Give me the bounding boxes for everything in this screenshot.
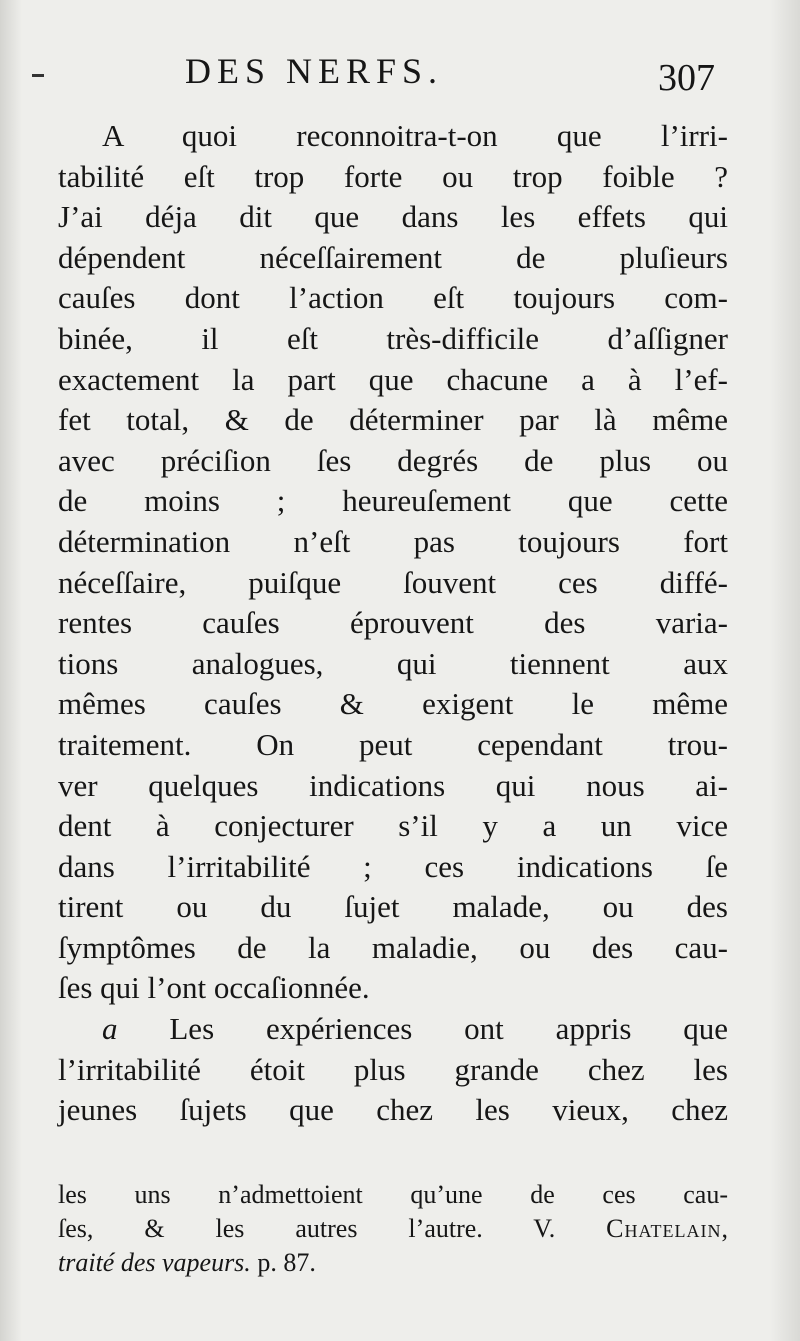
text-line: détermination n’eſt pas toujours fort: [58, 523, 728, 559]
body-text: [58, 116, 728, 1131]
footnote-line: les uns n’admettoient qu’une de ces cau-: [58, 1180, 728, 1209]
text-line: tirent ou du ſujet malade, ou des: [58, 889, 728, 925]
author-name: Chatelain: [606, 1214, 722, 1243]
text-line: ſes qui l’ont occaſionnée.: [58, 970, 370, 1006]
running-head: DES NERFS.: [185, 51, 444, 91]
text-line: dépendent néceſſairement de pluſieurs: [58, 239, 728, 275]
text-line: fet total, & de déterminer par là même: [58, 402, 728, 438]
text-line: J’ai déja dit que dans les effets qui: [58, 199, 728, 235]
cited-page: p. 87.: [257, 1248, 316, 1277]
text-line: A quoi reconnoitra-t-on que l’irri-: [102, 118, 728, 153]
text-line: néceſſaire, puiſque ſouvent ces diffé-: [58, 564, 728, 600]
text-line: exactement la part que chacune a à l’ef-: [58, 361, 728, 397]
gutter-shadow: [0, 0, 22, 1341]
footnote-text: ſes, & les autres l’autre. V.: [58, 1214, 556, 1243]
note-marker: a: [102, 1011, 118, 1047]
footnote-punct: ,: [721, 1214, 728, 1243]
page-number: 307: [658, 57, 715, 99]
footnote-line: [58, 1212, 728, 1246]
cited-title: traité des vapeurs.: [58, 1248, 251, 1277]
text-line: tions analogues, qui tiennent aux: [58, 645, 728, 681]
text-line: dans l’irritabilité ; ces indications ſe: [58, 848, 728, 884]
text-line: binée, il eſt très-difficile d’aſſigner: [58, 320, 728, 356]
margin-mark: [32, 74, 44, 77]
text-line: rentes cauſes éprouvent des varia-: [58, 605, 728, 641]
footnote-line: [58, 1246, 728, 1280]
text-line: jeunes ſujets que chez les vieux, chez: [58, 1092, 728, 1128]
text-line: traitement. On peut cependant trou-: [58, 726, 728, 762]
paragraph-first-line: [58, 1009, 728, 1050]
text-line: dent à conjecturer s’il y a un vice: [58, 808, 728, 844]
text-line: avec préciſion ſes degrés de plus ou: [58, 442, 728, 478]
text-line: de moins ; heureuſement que cette: [58, 483, 728, 519]
footnote: [58, 1178, 728, 1280]
edge-shadow: [770, 0, 800, 1341]
text-line: l’irritabilité étoit plus grande chez les: [58, 1051, 728, 1087]
text-line: ver quelques indications qui nous ai-: [58, 767, 728, 803]
paragraph-first-line-text: Les expériences ont appris que: [169, 1011, 729, 1047]
text-line: cauſes dont l’action eſt toujours com-: [58, 280, 728, 316]
text-line: tabilité eſt trop forte ou trop foible ?: [58, 158, 728, 194]
text-line: ſymptômes de la maladie, ou des cau-: [58, 929, 728, 965]
text-line: mêmes cauſes & exigent le même: [58, 686, 728, 722]
